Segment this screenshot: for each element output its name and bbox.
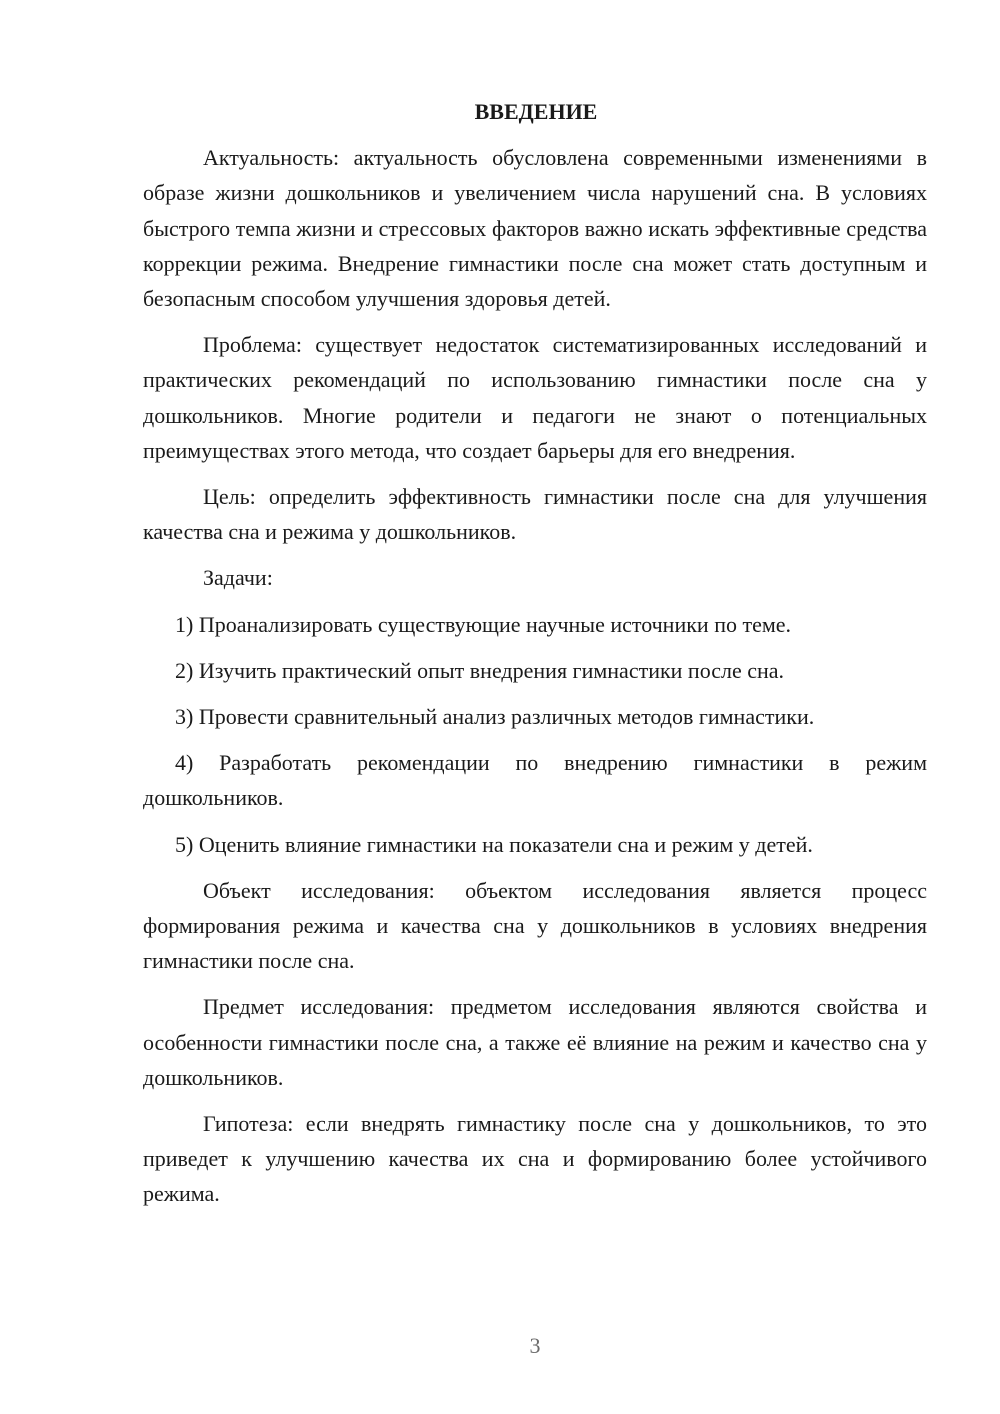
task-item-4: 4) Разработать рекомендации по внедрению гимнастики в режим дошкольников. bbox=[143, 750, 927, 811]
paragraph-object: Объект исследования: объектом исследования является процесс формирования режима и качества сна у дошкольников в условиях внедрения гимнастики после сна. bbox=[143, 877, 927, 974]
task-item-1: 1) Проанализировать существующие научные источники по теме. bbox=[175, 611, 792, 637]
tasks-label: Задачи: bbox=[203, 565, 273, 591]
paragraph-relevance: Актуальность: актуальность обусловлена современными изменениями в образе жизни дошкольников и увеличением числа нарушений сна. В условиях быстрого темпа жизни и стрессовых факторов важно искать эффективные средства коррекции режима. Внедрение гимнастики после сна может стать доступным и безопасным способом улучшения здоровья детей. bbox=[143, 145, 927, 312]
section-heading: ВВЕДЕНИЕ bbox=[474, 99, 598, 124]
page-number: 3 bbox=[529, 1333, 541, 1358]
task-item-5: 5) Оценить влияние гимнастики на показатели сна и режим у детей. bbox=[175, 831, 813, 857]
paragraph-goal: Цель: определить эффективность гимнастики после сна для улучшения качества сна и режима у дошкольников. bbox=[143, 484, 927, 545]
paragraph-subject: Предмет исследования: предметом исследования являются свойства и особенности гимнастики после сна, а также её влияние на режим и качество сна у дошкольников. bbox=[143, 994, 927, 1090]
paragraph-problem: Проблема: существует недостаток систематизированных исследований и практических рекомендаций по использованию гимнастики после сна у дошкольников. Многие родители и педагоги не знают о потенциальных преимуществах этого метода, что создает барьеры для его внедрения. bbox=[143, 332, 927, 463]
task-item-2: 2) Изучить практический опыт внедрения гимнастики после сна. bbox=[175, 657, 785, 683]
task-item-3: 3) Провести сравнительный анализ различных методов гимнастики. bbox=[175, 704, 815, 730]
paragraph-hypothesis: Гипотеза: если внедрять гимнастику после сна у дошкольников, то это приведет к улучшению качества их сна и формированию более устойчивого режима. bbox=[143, 1111, 927, 1207]
document-body bbox=[143, 94, 927, 1223]
